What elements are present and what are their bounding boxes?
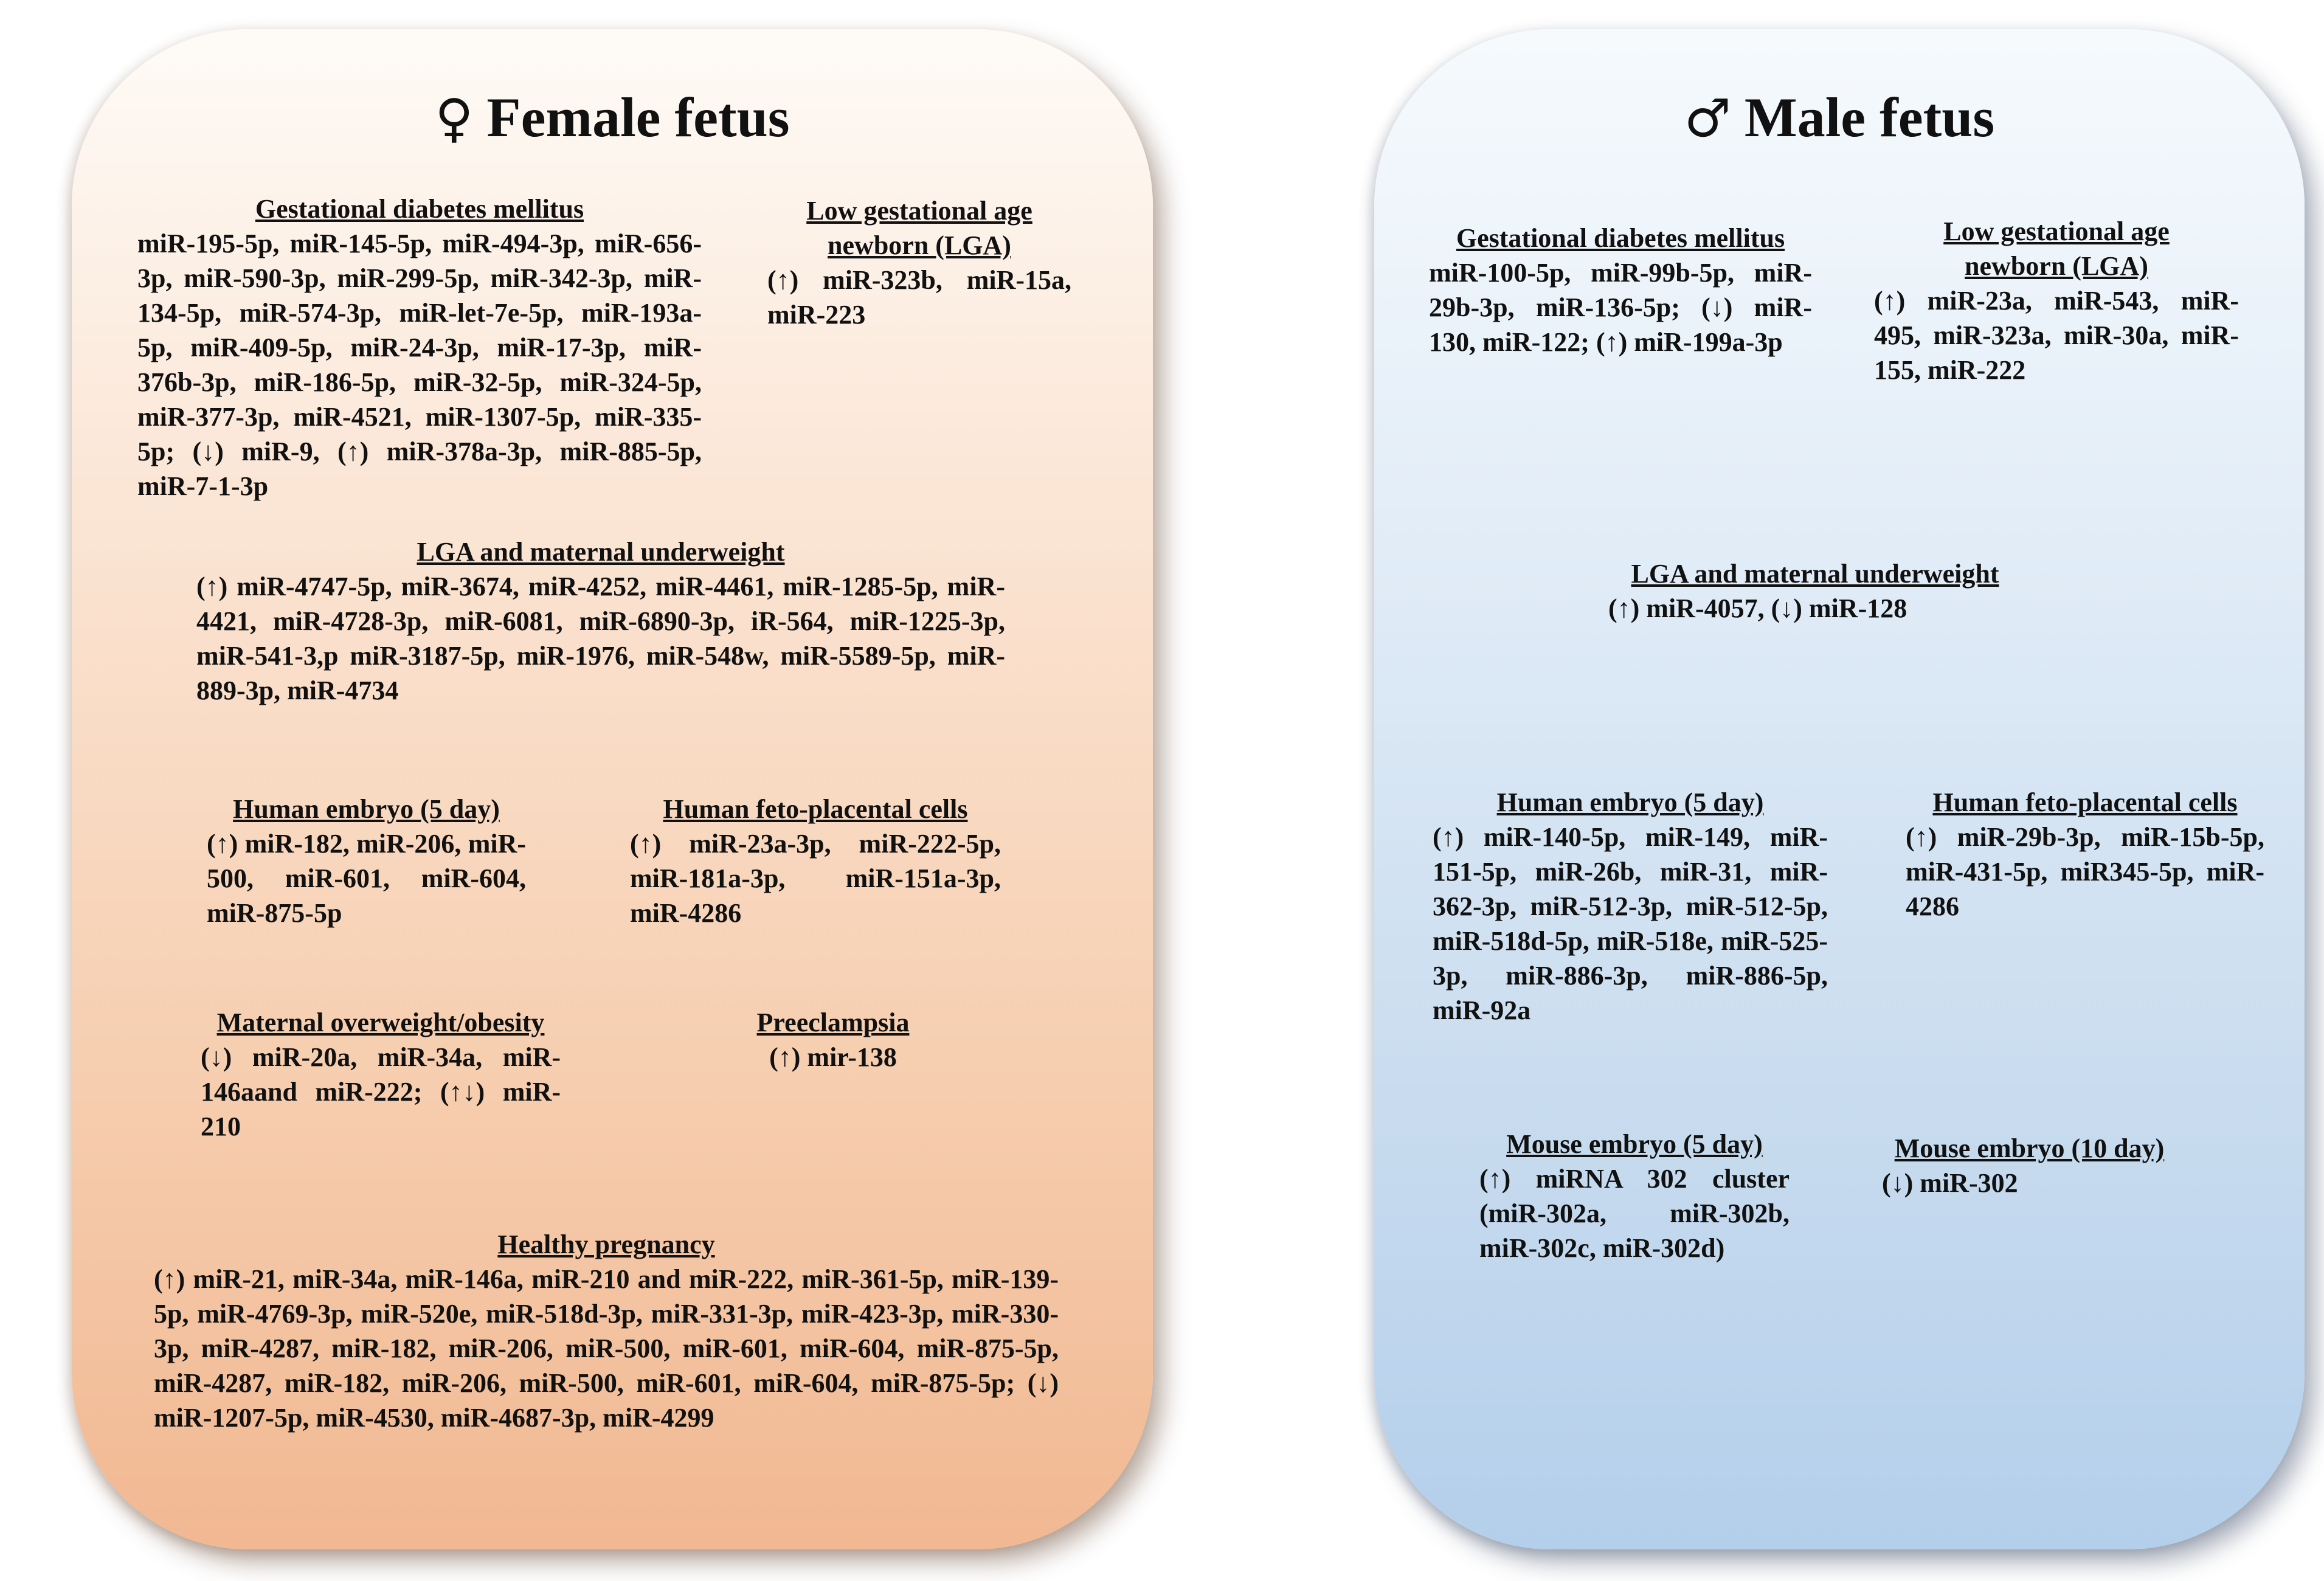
group-mirna-list: (↑) miRNA 302 cluster (miR-302a, miR-302b, miR-302c, miR-302d): [1479, 1164, 1790, 1263]
group-mirna-list: (↑) miR-182, miR-206, miR-500, miR-601, miR-604, miR-875-5p: [207, 829, 526, 928]
female-preeclampsia-group: [705, 1005, 961, 1074]
female-overweight-group: [201, 1005, 561, 1144]
group-mirna-list: (↑) miR-140-5p, miR-149, miR-151-5p, miR-26b, miR-31, miR-362-3p, miR-512-3p, miR-512-5p, miR-518d-5p, miR-518e, miR-525-3p, miR-886-3p, miR-886-5p, miR-92a: [1433, 822, 1828, 1025]
group-mirna-list: (↑) miR-4057, (↓) miR-128: [1608, 593, 1907, 623]
group-heading: Mouse embryo (10 day): [1894, 1133, 2165, 1163]
group-mirna-list: miR-195-5p, miR-145-5p, miR-494-3p, miR-656-3p, miR-590-3p, miR-299-5p, miR-342-3p, miR-134-5p, miR-574-3p, miR-let-7e-5p, miR-193a-5p, miR-409-5p, miR-24-3p, miR-17-3p, miR-376b-3p, miR-186-5p, miR-32-5p, miR-324-5p, miR-377-3p, miR-4521, miR-1307-5p, miR-335-5p; (↓) miR-9, (↑) miR-378a-3p, miR-885-5p, miR-7-1-3p: [137, 229, 702, 501]
group-mirna-list: (↑) miR-29b-3p, miR-15b-5p, miR-431-5p, miR345-5p, miR-4286: [1906, 822, 2264, 921]
female-lga-underweight-group: [196, 534, 1005, 708]
male-lga-underweight-group: [1608, 556, 2022, 626]
group-heading: LGA and maternal underweight: [417, 537, 785, 567]
group-heading: Human feto-placental cells: [1932, 787, 2238, 817]
female-healthy-group: [154, 1227, 1059, 1435]
male-title-text: Male fetus: [1744, 86, 1995, 148]
group-heading: LGA and maternal underweight: [1631, 559, 1999, 589]
group-heading: Low gestational age newborn (LGA): [806, 196, 1032, 260]
group-mirna-list: (↑) miR-323b, miR-15a, miR-223: [767, 265, 1071, 330]
group-heading: Human embryo (5 day): [1496, 787, 1764, 817]
female-feto-placental-group: [630, 792, 1001, 930]
group-heading: Healthy pregnancy: [497, 1230, 715, 1259]
group-mirna-list: (↓) miR-20a, miR-34a, miR-146aand miR-222; (↑↓) miR-210: [201, 1042, 561, 1141]
female-lga-group: [767, 193, 1071, 332]
group-mirna-list: (↑) miR-4747-5p, miR-3674, miR-4252, miR-4461, miR-1285-5p, miR-4421, miR-4728-3p, miR-6081, miR-6890-3p, iR-564, miR-1225-3p, miR-541-3,p miR-3187-5p, miR-1976, miR-548w, miR-5589-5p, miR-889-3p, miR-4734: [196, 572, 1005, 705]
male-mouse-embryo-5-group: [1479, 1127, 1790, 1265]
group-mirna-list: (↑) miR-23a-3p, miR-222-5p, miR-181a-3p, miR-151a-3p, miR-4286: [630, 829, 1001, 928]
group-mirna-list: miR-100-5p, miR-99b-5p, miR-29b-3p, miR-136-5p; (↓) miR-130, miR-122; (↑) miR-199a-3p: [1429, 258, 1812, 357]
male-panel-title: [1374, 85, 2305, 150]
group-mirna-list: (↑) mir-138: [769, 1042, 897, 1072]
group-heading: Human feto-placental cells: [663, 794, 968, 824]
male-lga-group: [1874, 214, 2239, 387]
group-heading: Mouse embryo (5 day): [1506, 1129, 1763, 1159]
group-heading: Low gestational age newborn (LGA): [1943, 216, 2170, 281]
female-embryo-group: [207, 792, 526, 930]
female-panel-title: [72, 85, 1153, 150]
male-symbol-icon: ♂: [1684, 88, 1731, 149]
male-feto-placental-group: [1906, 785, 2264, 924]
group-heading: Maternal overweight/obesity: [216, 1008, 545, 1037]
group-mirna-list: (↓) miR-302: [1882, 1168, 2018, 1198]
male-mouse-embryo-10-group: [1882, 1131, 2177, 1200]
group-heading: Preeclampsia: [756, 1008, 910, 1037]
group-heading: Gestational diabetes mellitus: [1456, 223, 1785, 253]
male-embryo-group: [1433, 785, 1828, 1028]
group-mirna-list: (↑) miR-21, miR-34a, miR-146a, miR-210 and miR-222, miR-361-5p, miR-139-5p, miR-4769-3p, miR-520e, miR-518d-3p, miR-331-3p, miR-423-3p, miR-330-3p, miR-4287, miR-182, miR-206, miR-500, miR-601, miR-604, miR-875-5p, miR-4287, miR-182, miR-206, miR-500, miR-601, miR-604, miR-875-5p; (↓) miR-1207-5p, miR-4530, miR-4687-3p, miR-4299: [154, 1264, 1059, 1433]
male-gdm-group: [1429, 221, 1812, 359]
female-gdm-group: [137, 192, 702, 503]
group-heading: Gestational diabetes mellitus: [255, 194, 584, 224]
group-mirna-list: (↑) miR-23a, miR-543, miR-495, miR-323a, miR-30a, miR-155, miR-222: [1874, 286, 2239, 385]
female-title-text: Female fetus: [486, 86, 790, 148]
female-symbol-icon: ♀: [435, 88, 474, 149]
group-heading: Human embryo (5 day): [233, 794, 500, 824]
